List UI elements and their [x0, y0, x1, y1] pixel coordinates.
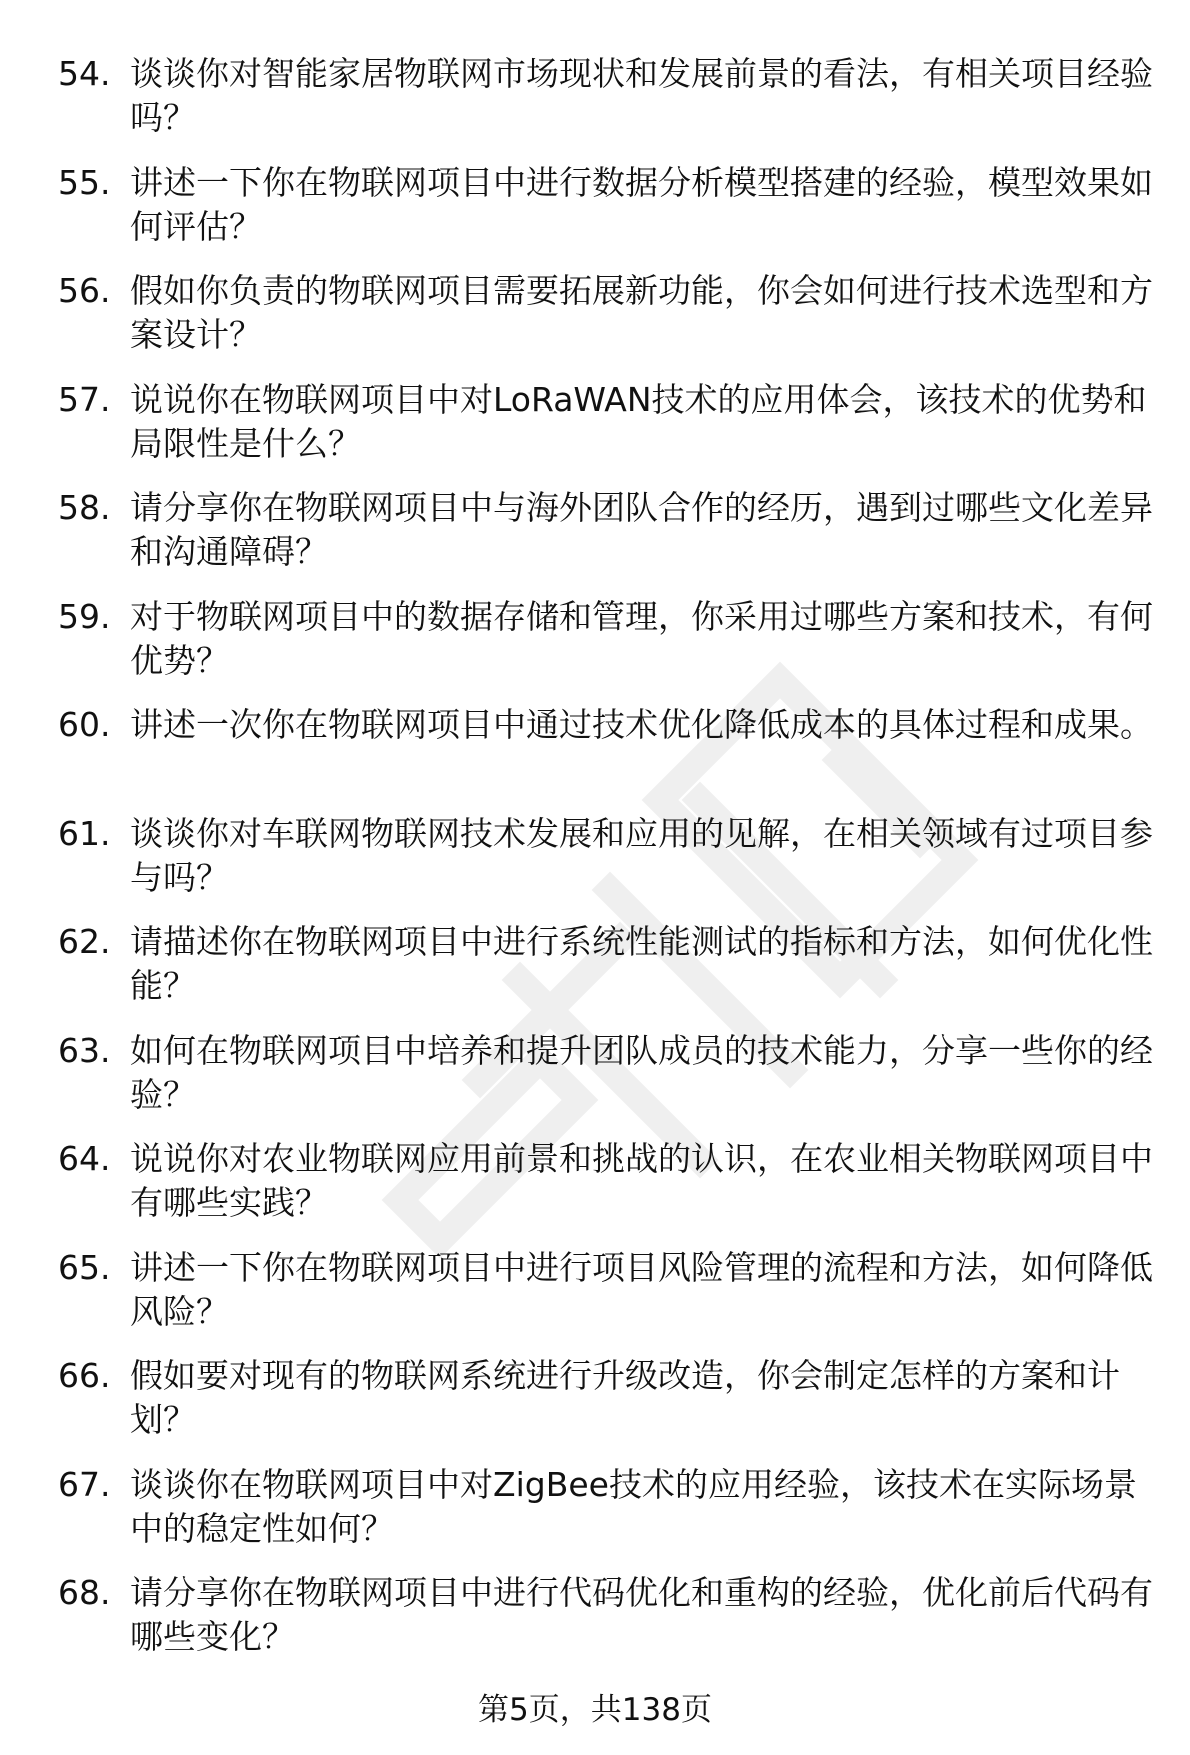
question-number: 59.	[58, 596, 111, 636]
question-text: 说说你在物联网项目中对LoRaWAN技术的应用体会，该技术的优势和局限性是什么？	[130, 379, 1147, 463]
question-text: 谈谈你在物联网项目中对ZigBee技术的应用经验，该技术在实际场景中的稳定性如何？	[130, 1464, 1137, 1548]
question-number: 56.	[58, 271, 111, 310]
question-number: 54.	[58, 54, 111, 93]
question-text: 讲述一次你在物联网项目中通过技术优化降低成本的具体过程和成果。	[130, 705, 1153, 744]
question-text: 对于物联网项目中的数据存储和管理，你采用过哪些方案和技术，有何优势？	[130, 596, 1153, 680]
question-text: 讲述一下你在物联网项目中进行项目风险管理的流程和方法，如何降低风险？	[130, 1247, 1153, 1331]
question-item	[0, 486, 1190, 595]
question-number: 65.	[58, 1247, 111, 1287]
question-text: 谈谈你对车联网物联网技术发展和应用的见解，在相关领域有过项目参与吗？	[130, 813, 1153, 897]
question-text: 请描述你在物联网项目中进行系统性能测试的指标和方法，如何优化性能？	[130, 922, 1153, 1005]
question-number: 64.	[58, 1139, 111, 1178]
question-item	[0, 52, 1190, 161]
question-number: 57.	[58, 379, 111, 419]
question-text: 如何在物联网项目中培养和提升团队成员的技术能力，分享一些你的经验？	[130, 1030, 1153, 1114]
question-item	[0, 378, 1190, 487]
question-item	[0, 595, 1190, 704]
question-number: 62.	[58, 922, 111, 961]
question-number: 68.	[58, 1573, 111, 1612]
question-number: 58.	[58, 488, 111, 527]
question-item	[0, 703, 1190, 812]
question-item	[0, 1354, 1190, 1463]
question-item	[0, 269, 1190, 378]
question-item	[0, 1246, 1190, 1355]
question-number: 63.	[58, 1030, 111, 1070]
question-text: 谈谈你对智能家居物联网市场现状和发展前景的看法，有相关项目经验吗？	[130, 54, 1153, 137]
question-number: 67.	[58, 1464, 111, 1504]
question-item	[0, 1029, 1190, 1138]
question-number: 60.	[58, 705, 111, 744]
question-text: 假如要对现有的物联网系统进行升级改造，你会制定怎样的方案和计划？	[130, 1356, 1120, 1439]
question-item	[0, 1571, 1190, 1680]
question-list	[0, 52, 1190, 1680]
page-footer: 第5页，共138页	[478, 1692, 712, 1728]
question-text: 说说你对农业物联网应用前景和挑战的认识，在农业相关物联网项目中有哪些实践？	[130, 1139, 1153, 1222]
question-text: 讲述一下你在物联网项目中进行数据分析模型搭建的经验，模型效果如何评估？	[130, 162, 1153, 246]
question-text: 假如你负责的物联网项目需要拓展新功能，你会如何进行技术选型和方案设计？	[130, 271, 1153, 354]
question-number: 61.	[58, 813, 111, 853]
question-number: 66.	[58, 1356, 111, 1395]
question-text: 请分享你在物联网项目中与海外团队合作的经历，遇到过哪些文化差异和沟通障碍？	[130, 488, 1153, 571]
question-text: 请分享你在物联网项目中进行代码优化和重构的经验，优化前后代码有哪些变化？	[130, 1573, 1153, 1656]
question-item	[0, 161, 1190, 270]
question-number: 55.	[58, 162, 111, 202]
question-item	[0, 1463, 1190, 1572]
question-item	[0, 1137, 1190, 1246]
question-item	[0, 920, 1190, 1029]
question-item	[0, 812, 1190, 921]
